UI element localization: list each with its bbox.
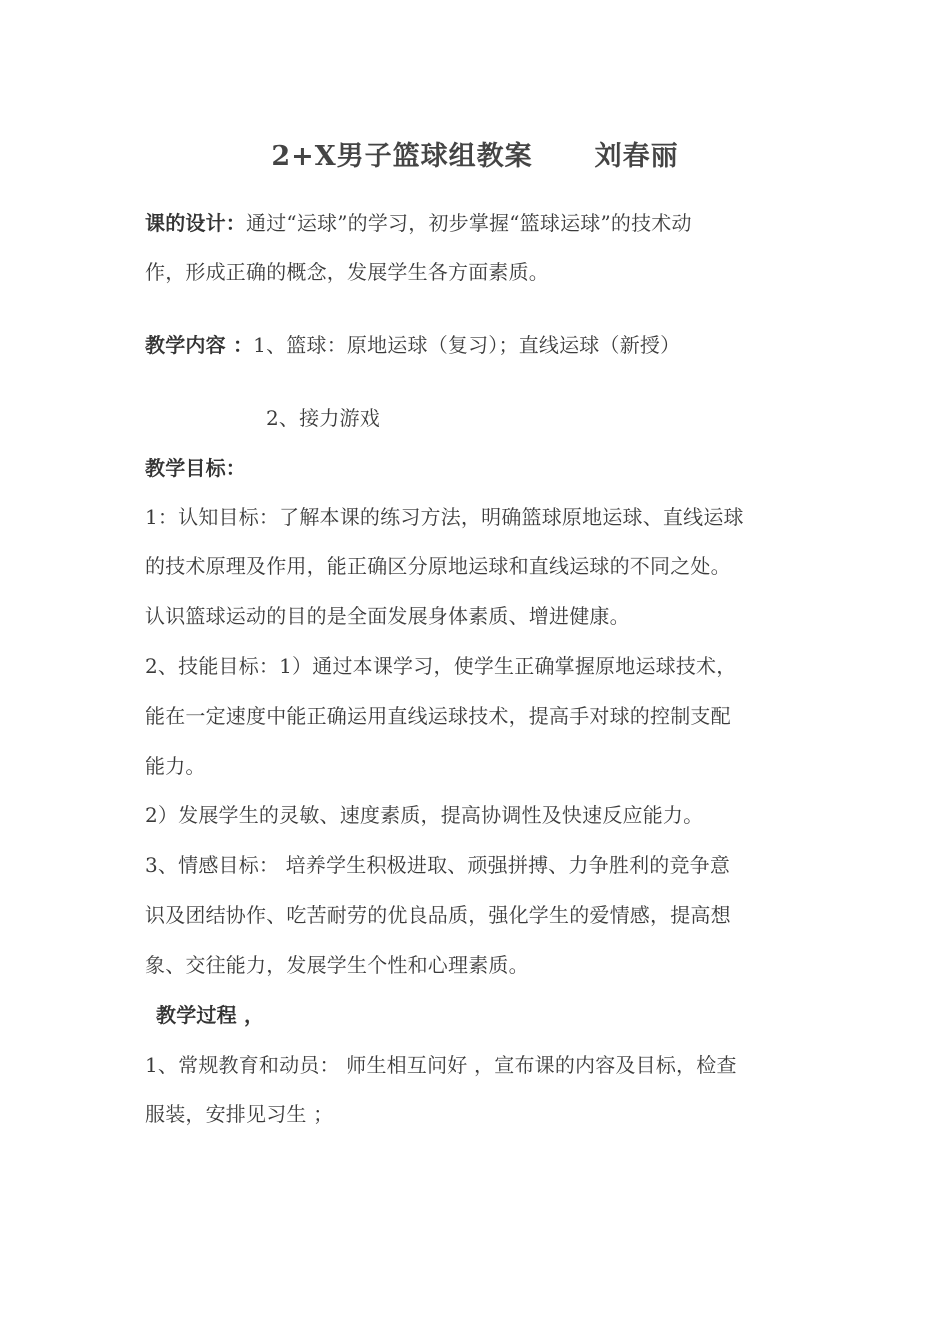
skill-goal-line-4: 2）发展学生的灵敏、速度素质，提高协调性及快速反应能力。 — [145, 803, 704, 827]
skill-goal-line-3: 能力。 — [145, 754, 206, 778]
design-label: 课的设计： — [145, 211, 246, 235]
skill-goal-line-2: 能在一定速度中能正确运用直线运球技术，提高手对球的控制支配 — [145, 704, 731, 728]
process-step-1-line-2: 服装，安排见习生 ； — [145, 1102, 334, 1126]
cognitive-goal-line-2: 的技术原理及作用，能正确区分原地运球和直线运球的不同之处。 — [145, 554, 731, 578]
process-step-1-line-1: 1、常规教育和动员： 师生相互问好 ，宣布课的内容及目标，检查 — [145, 1053, 737, 1077]
content-item-2: 2、接力游戏 — [266, 406, 380, 430]
design-line-1 — [145, 210, 815, 236]
cognitive-goal-line-1: 1：认知目标：了解本课的练习方法，明确篮球原地运球、直线运球 — [145, 505, 744, 529]
skill-goal-line-1: 2、技能目标：1）通过本课学习，使学生正确掌握原地运球技术， — [145, 654, 737, 678]
content-label: 教学内容 ： — [145, 333, 254, 357]
cognitive-goal-line-3: 认识篮球运动的目的是全面发展身体素质、增进健康。 — [145, 604, 630, 628]
goals-heading: 教学目标： — [145, 456, 246, 480]
content-line-1 — [145, 332, 815, 358]
affective-goal-line-3: 象、交往能力，发展学生个性和心理素质。 — [145, 953, 529, 977]
title-text: 2+X男子篮球组教案 — [271, 141, 533, 172]
design-line-2: 作，形成正确的概念，发展学生各方面素质。 — [145, 260, 549, 284]
affective-goal-line-1: 3、情感目标： 培养学生积极进取、顽强拼搏、力争胜利的竞争意 — [145, 853, 731, 877]
process-heading: 教学过程 ， — [156, 1003, 265, 1027]
affective-goal-line-2: 识及团结协作、吃苦耐劳的优良品质，强化学生的爱情感，提高想 — [145, 903, 731, 927]
document-title — [0, 134, 950, 173]
design-text-1: 通过“运球”的学习，初步掌握“篮球运球”的技术动 — [246, 211, 692, 235]
author-name: 刘春丽 — [594, 141, 679, 172]
content-item-1: 1、篮球：原地运球（复习）；直线运球（新授） — [253, 333, 681, 357]
